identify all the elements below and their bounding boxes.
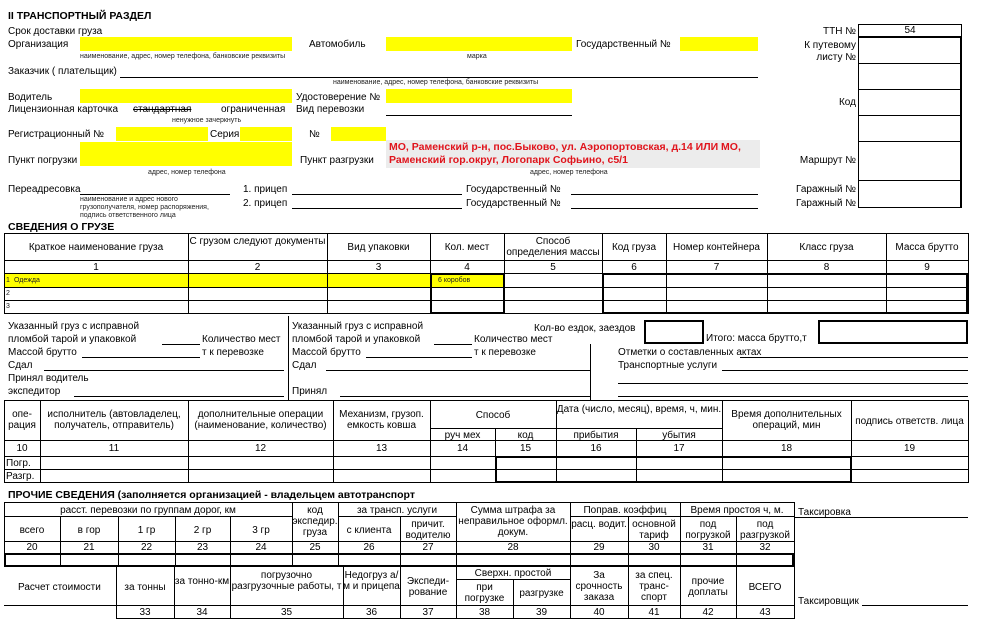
code-label: Код [838, 97, 856, 108]
ops-col-num: 12 [254, 443, 267, 454]
brand-hint: марка [467, 53, 487, 60]
state-number2-label: Государственный № [466, 198, 561, 209]
ops-sub-departure: убытия [662, 430, 696, 441]
handover-left-line1: Указанный груз с исправной [8, 321, 140, 332]
organization-field[interactable] [80, 37, 292, 51]
ops-col-num: 18 [780, 443, 793, 454]
ops-col-num: 14 [456, 443, 469, 454]
ops-col-num: 17 [673, 443, 685, 454]
ttn-value: 54 [904, 25, 916, 36]
trans-sub-client: с клиента [346, 525, 392, 536]
other-col-num: 25 [309, 542, 321, 553]
reg-number-field[interactable] [116, 127, 208, 141]
idle-header: Время простоя ч, м. [690, 505, 784, 516]
state-number-field[interactable] [680, 37, 758, 51]
other-col-num: 29 [593, 542, 605, 553]
idle-sub-unloading: под разгрузкой [740, 519, 790, 541]
taxer-label: Таксировщик [798, 596, 859, 607]
ops-header-signature: подпись ответств. лица [855, 416, 964, 427]
dist-sub-gr1: 1 гр [137, 525, 156, 536]
idle-sub-loading: под погрузкой [685, 519, 731, 541]
calc-col-num: 36 [365, 607, 378, 618]
series-label: Серия [210, 129, 240, 140]
ops-header-extra-time: Время дополнительных операций, мин [731, 409, 842, 431]
ops-col-num: 16 [590, 443, 602, 454]
cargo-col-num: 4 [464, 262, 470, 273]
handover-right-line1: Указанный груз с исправной [292, 321, 424, 332]
unloading-address[interactable]: МО, Раменский р-н, пос.Быково, ул. Аэропортовская, д.14 ИЛИ МО, Раменский гор.округ, Логопарк Софьино, с5/1 [389, 141, 741, 166]
cargo-col-num: 8 [823, 262, 830, 273]
garage-number1-label: Гаражный № [795, 184, 856, 195]
ops-col-num: 19 [903, 443, 916, 454]
calc-col-num: 37 [422, 607, 434, 618]
ttn-label: ТТН № [823, 26, 856, 37]
trips-label: Кол-во ездок, заездов [534, 323, 636, 334]
ops-col-num: 10 [16, 443, 28, 454]
license-cert-label: Удостоверение № [296, 92, 381, 103]
overtime-sub-unloading: разгрузке [519, 588, 564, 599]
calc-col-num: 41 [648, 607, 660, 618]
ops-col-num: 13 [375, 443, 388, 454]
handover-right-mass: Массой брутто [292, 347, 361, 358]
calc-col-num: 38 [478, 607, 491, 618]
underline-hint: ненужное зачеркнуть [172, 117, 242, 124]
handover-left-to-ship: т к перевозке [202, 347, 264, 358]
calc-label: Расчет стоимости [18, 582, 101, 593]
ops-header-mechanism: Механизм, грузоп. емкость ковша [339, 409, 424, 431]
other-title: ПРОЧИЕ СВЕДЕНИЯ (заполняется организацией - владельцем автотранспорт [8, 489, 415, 501]
driver-label: Водитель [8, 92, 53, 103]
calc-col-tons: за тонны [124, 582, 166, 593]
loading-point-field[interactable] [80, 142, 292, 166]
unloading-addr-hint: адрес, номер телефона [530, 169, 608, 176]
calc-col-num: 40 [593, 607, 605, 618]
handover-received-driver: Принял водитель [8, 373, 89, 384]
other-col-num: 27 [422, 542, 434, 553]
trailer2-label: 2. прицеп [243, 198, 288, 209]
ops-header-date: Дата (число, месяц), время, ч, мин. [556, 404, 722, 415]
ops-row-unloading: Разгр. [6, 471, 35, 482]
handover-right-to-ship: т к перевозке [474, 347, 536, 358]
calc-col-ton-km: за тонно-км [174, 576, 230, 587]
cargo-row-3-num: 3 [6, 303, 10, 310]
section-title: II ТРАНСПОРТНЫЙ РАЗДЕЛ [8, 10, 152, 22]
ops-sub-arrival: прибытия [573, 430, 619, 441]
ops-col-num: 15 [519, 443, 532, 454]
ops-col-num: 11 [108, 443, 120, 454]
fine-header: Сумма штрафа за неправильное оформл. докум. [458, 505, 568, 538]
handover-left-handed: Сдал [8, 360, 33, 371]
other-col-num: 22 [140, 542, 153, 553]
overtime-sub-loading: при погрузке [464, 582, 505, 604]
code-exp-header: код экспедир. груза [292, 505, 338, 538]
state-number-label: Государственный № [576, 39, 671, 50]
calc-col-num: 39 [535, 607, 548, 618]
calc-col-num: 33 [139, 607, 151, 618]
ops-header-operation: опе-рация [8, 409, 36, 431]
calc-col-urgency: За срочность заказа [575, 570, 623, 603]
calc-col-num: 43 [759, 607, 771, 618]
handover-right-qty: Количество мест [474, 334, 553, 345]
coef-sub-tariff: основной тариф [632, 519, 676, 541]
organization-hint: наименование, адрес, номер телефона, банковские реквизиты [80, 53, 286, 60]
license-limited: ограниченная [221, 104, 286, 115]
cargo-header-gross: Масса брутто [895, 242, 959, 253]
calc-col-underload: Недогруз а/м и прицепа [343, 570, 400, 592]
customer-hint: наименование, адрес, номер телефона, банковские реквизиты [333, 79, 539, 86]
other-col-num: 32 [759, 542, 771, 553]
state-number1-label: Государственный № [466, 184, 561, 195]
handover-forwarder: экспедитор [8, 386, 61, 397]
cargo-col-num: 7 [713, 262, 720, 273]
total-mass-box[interactable] [818, 320, 968, 344]
cargo-header-code: Код груза [611, 242, 657, 253]
car-label: Автомобиль [309, 39, 366, 50]
dist-sub-city: в гор [77, 525, 101, 536]
license-standard: стандартная [133, 104, 192, 115]
license-card-label: Лицензионная карточка [8, 104, 119, 115]
trans-sub-driver: причит. водителю [405, 519, 451, 541]
customer-label: Заказчик ( плательщик) [8, 66, 117, 77]
calc-col-total: ВСЕГО [748, 582, 782, 593]
license-cert-field[interactable] [386, 89, 572, 103]
series-field[interactable] [240, 127, 292, 141]
services-label: Транспортные услуги [618, 360, 718, 371]
cargo-title: СВЕДЕНИЯ О ГРУЗЕ [8, 221, 115, 233]
cargo-header-docs: С грузом следуют документы [189, 236, 326, 247]
calc-col-num: 34 [196, 607, 208, 618]
calc-col-loading-works: погрузочно разгрузочные работы, т [231, 570, 342, 592]
handover-left-qty: Количество мест [202, 334, 281, 345]
dist-sub-gr2: 2 гр [193, 525, 212, 536]
handover-left-mass: Массой брутто [8, 347, 77, 358]
cargo-header-class: Класс груза [799, 242, 854, 253]
transport-type-label: Вид перевозки [296, 104, 365, 115]
route-label: Маршрут № [799, 155, 856, 166]
organization-label: Организация [8, 39, 69, 50]
calc-col-other: прочие доплаты [688, 576, 728, 598]
cargo-col-num: 3 [375, 262, 382, 273]
readdress-hint: наименование и адрес нового грузополучателя, номер распоряжения, подпись ответственного лица [80, 196, 209, 219]
ops-row-loading: Погр. [6, 458, 31, 469]
coef-header: Поправ. коэффиц [583, 505, 667, 516]
cargo-col-num: 6 [631, 262, 637, 273]
cargo-col-num: 2 [254, 262, 261, 273]
cargo-header-qty: Кол. мест [444, 242, 490, 253]
taxing-label: Таксировка [798, 507, 851, 518]
handover-right-handed: Сдал [292, 360, 317, 371]
ops-sub-code: код [517, 430, 534, 441]
number-label: № [309, 129, 320, 140]
unloading-point-label: Пункт разгрузки [300, 155, 374, 166]
other-col-num: 24 [255, 542, 267, 553]
dist-sub-gr3: 3 гр [252, 525, 270, 536]
car-field[interactable] [386, 37, 572, 51]
loading-point-label: Пункт погрузки [8, 155, 78, 166]
loading-addr-hint: адрес, номер телефона [148, 169, 226, 176]
dist-sub-total: всего [19, 525, 45, 536]
cargo-header-container: Номер контейнера [673, 242, 760, 253]
cargo-row-1-name[interactable]: Одежда [14, 277, 40, 284]
other-col-num: 26 [363, 542, 375, 553]
cargo-header-pack: Вид упаковки [347, 242, 410, 253]
cargo-row-1-qty[interactable]: 6 коробов [438, 277, 471, 284]
other-col-num: 21 [83, 542, 95, 553]
calc-col-overtime: Сверхн. простой [474, 568, 552, 579]
cargo-row-2-num: 2 [6, 290, 10, 297]
dist-header: расст. перевозки по группам дорог, км [60, 505, 236, 516]
trailer1-label: 1. прицеп [243, 184, 288, 195]
ops-header-executor: исполнитель (автовладелец, получатель, отправитель) [47, 409, 181, 431]
calc-col-num: 42 [702, 607, 714, 618]
ops-header-method: Способ [475, 410, 511, 421]
handover-accepted: Принял [292, 386, 328, 397]
ops-sub-manual-mech: руч мех [444, 430, 481, 441]
other-col-num: 30 [648, 542, 660, 553]
driver-field[interactable] [80, 89, 292, 103]
other-col-num: 23 [196, 542, 209, 553]
garage-number2-label: Гаражный № [795, 198, 856, 209]
cargo-row-1-num: 1 [6, 277, 10, 284]
readdress-label: Переадресовка [8, 184, 81, 195]
cargo-header-name: Краткое наименование груза [28, 242, 164, 253]
handover-left-line2: пломбой тарой и упаковкой [8, 334, 137, 345]
total-mass-label: Итого: масса брутто,т [706, 333, 807, 344]
handover-right-line2: пломбой тарой и упаковкой [292, 334, 421, 345]
delivery-term-label: Срок доставки груза [8, 26, 103, 37]
cargo-row-1-fill [5, 274, 430, 287]
reg-number-label: Регистрационный № [8, 129, 104, 140]
acts-label: Отметки о составленных актах [618, 347, 762, 358]
trans-serv-header: за трансп. услуги [356, 505, 438, 516]
trips-box[interactable] [644, 320, 704, 344]
cargo-col-num: 9 [924, 262, 930, 273]
other-col-num: 31 [702, 542, 714, 553]
other-col-num: 28 [507, 542, 519, 553]
number-field[interactable] [331, 127, 386, 141]
trip-sheet-label-2: листу № [816, 52, 856, 63]
calc-col-forwarding: Экспеди-рование [406, 576, 450, 598]
ops-header-extra-ops: дополнительные операции (наименование, количество) [194, 409, 327, 431]
cargo-col-num: 1 [93, 262, 99, 273]
cargo-col-num: 5 [550, 262, 556, 273]
calc-col-num: 35 [280, 607, 293, 618]
calc-col-special: за спец. транс-спорт [635, 570, 673, 603]
other-col-num: 20 [26, 542, 38, 553]
coef-sub-driver: расц. водит. [571, 519, 627, 530]
trip-sheet-label: К путевому [804, 40, 856, 51]
cargo-header-mass-method: Способ определения массы [506, 236, 600, 258]
